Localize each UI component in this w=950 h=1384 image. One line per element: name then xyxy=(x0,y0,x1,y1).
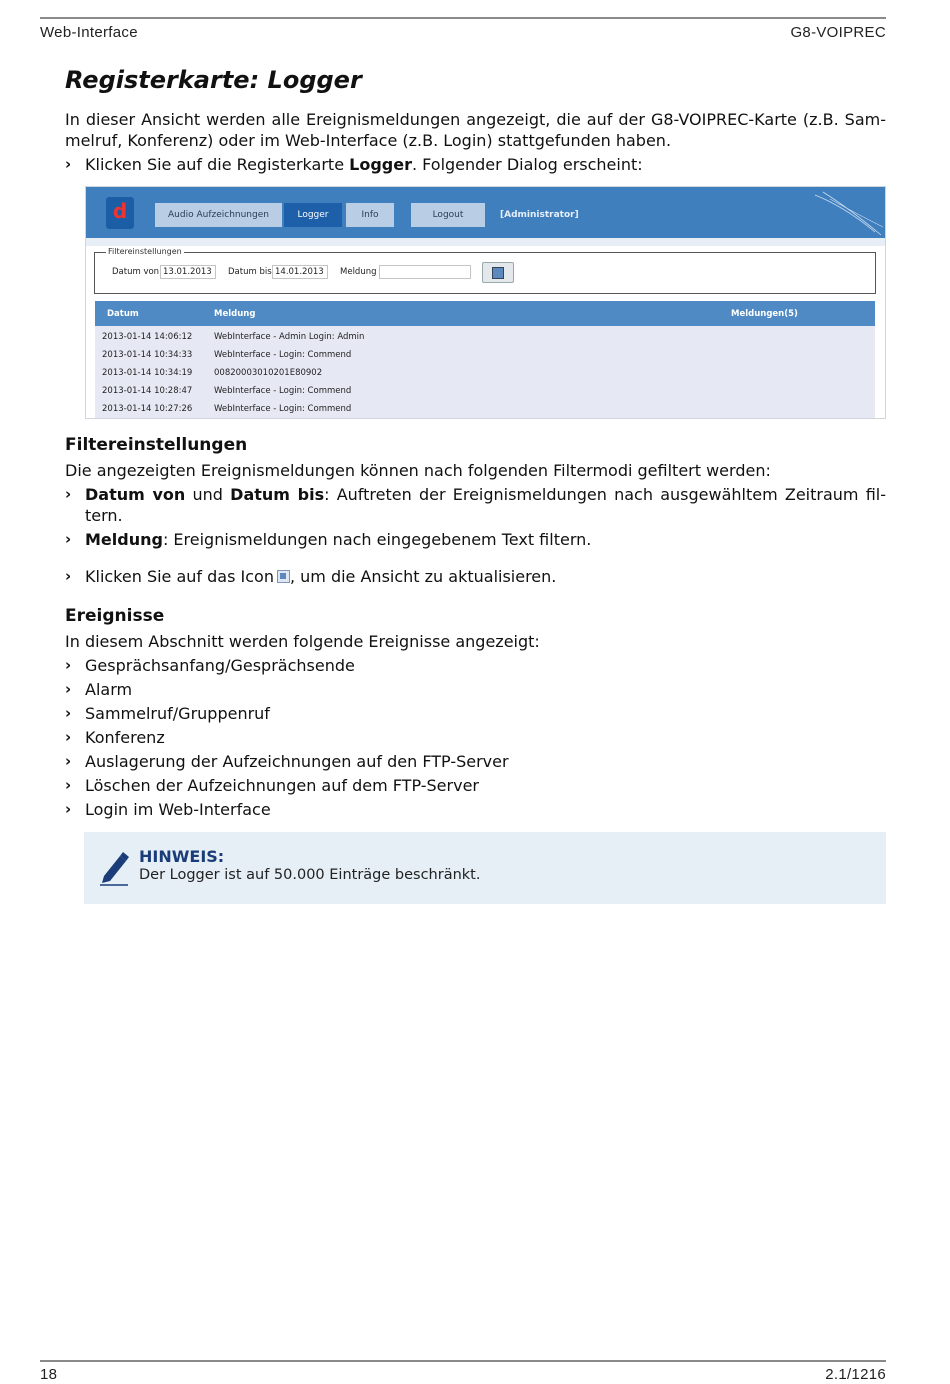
note-box xyxy=(84,832,886,904)
commend-logo-icon: d xyxy=(106,197,134,229)
datum-von-input[interactable]: 13.01.2013 xyxy=(160,265,216,279)
chevron-right-icon: › xyxy=(65,155,72,173)
filter-bullet-meldung: › Meldung: Ereignismeldungen nach eingegebenem Text filtern. xyxy=(65,530,592,549)
table-row[interactable] xyxy=(95,382,875,400)
note-text: Der Logger ist auf 50.000 Einträge beschränkt. xyxy=(139,867,481,883)
chevron-right-icon: › xyxy=(65,800,72,818)
meldung-label: Meldung xyxy=(340,267,377,277)
table-row[interactable] xyxy=(95,346,875,364)
col-count: Meldungen(5) xyxy=(731,309,798,319)
datum-bis-label: Datum bis xyxy=(228,267,272,277)
chevron-right-icon: › xyxy=(65,485,72,503)
col-datum[interactable]: Datum xyxy=(107,309,139,319)
row-meldung: WebInterface - Login: Commend xyxy=(214,350,352,360)
refresh-icon xyxy=(277,570,290,583)
chevron-right-icon: › xyxy=(65,704,72,722)
col-meldung[interactable]: Meldung xyxy=(214,309,256,319)
list-item: › Gesprächsanfang/Gesprächsende xyxy=(65,656,355,675)
refresh-button[interactable] xyxy=(482,262,514,283)
decorative-swoosh-icon xyxy=(805,187,885,238)
chevron-right-icon: › xyxy=(65,680,72,698)
refresh-icon xyxy=(492,267,504,279)
topbar-shadow xyxy=(86,238,885,246)
chevron-right-icon: › xyxy=(65,752,72,770)
filter-legend: Filtereinstellungen xyxy=(108,247,182,256)
tab-info[interactable]: Info xyxy=(346,203,394,227)
page-title: Registerkarte: Logger xyxy=(65,66,362,94)
events-heading: Ereignisse xyxy=(65,606,165,626)
row-datum: 2013-01-14 10:34:33 xyxy=(102,350,193,360)
tab-logout[interactable]: Logout xyxy=(411,203,485,227)
list-item: › Konferenz xyxy=(65,728,165,747)
page-number: 18 xyxy=(40,1366,58,1383)
table-row[interactable] xyxy=(95,400,875,418)
running-header-right: G8-VOIPREC xyxy=(790,24,886,41)
pencil-icon xyxy=(98,850,130,886)
row-meldung: 00820003010201E80902 xyxy=(214,368,323,378)
header-rule xyxy=(40,17,886,19)
filter-section xyxy=(65,435,886,587)
filter-bullet-date: › Datum von und Datum bis: Auftreten der Ereignismeldungen nach ausgewähltem Zeitraum fil-tern. xyxy=(65,485,887,525)
step-refresh: › Klicken Sie auf das Icon , um die Ansicht zu aktualisieren. xyxy=(65,567,557,586)
row-meldung: WebInterface - Login: Commend xyxy=(214,386,352,396)
app-topbar xyxy=(86,187,885,238)
intro-paragraph: In dieser Ansicht werden alle Ereignismeldungen angezeigt, die auf der G8-VOIPREC-Karte (z.B. Sam-melruf, Konferenz) oder im Web-Interface (z.B. Login) stattgefunden haben. xyxy=(65,110,886,150)
chevron-right-icon: › xyxy=(65,530,72,548)
list-item: › Löschen der Aufzeichnungen auf dem FTP-Server xyxy=(65,776,479,795)
table-row[interactable] xyxy=(95,328,875,346)
tab-logger[interactable]: Logger xyxy=(284,203,342,227)
row-datum: 2013-01-14 10:28:47 xyxy=(102,386,193,396)
logger-screenshot xyxy=(85,186,886,419)
chevron-right-icon: › xyxy=(65,776,72,794)
running-header-left: Web-Interface xyxy=(40,24,138,41)
log-table xyxy=(95,301,875,418)
user-role-label: [Administrator] xyxy=(500,210,579,220)
step-open-logger: › Klicken Sie auf die Registerkarte Logger. Folgender Dialog erscheint: xyxy=(65,155,643,174)
datum-bis-input[interactable]: 14.01.2013 xyxy=(272,265,328,279)
chevron-right-icon: › xyxy=(65,656,72,674)
events-section xyxy=(65,606,886,820)
note-title: HINWEIS: xyxy=(139,847,225,866)
events-intro: In diesem Abschnitt werden folgende Ereignisse angezeigt: xyxy=(65,632,540,651)
chevron-right-icon: › xyxy=(65,567,72,585)
filter-heading: Filtereinstellungen xyxy=(65,435,248,455)
meldung-input[interactable] xyxy=(379,265,471,279)
chevron-right-icon: › xyxy=(65,728,72,746)
document-version: 2.1/1216 xyxy=(825,1366,886,1383)
row-datum: 2013-01-14 10:34:19 xyxy=(102,368,193,378)
list-item: › Alarm xyxy=(65,680,133,699)
row-datum: 2013-01-14 14:06:12 xyxy=(102,332,193,342)
row-datum: 2013-01-14 10:27:26 xyxy=(102,404,193,414)
list-item: › Login im Web-Interface xyxy=(65,800,271,819)
filter-intro: Die angezeigten Ereignismeldungen können nach folgenden Filtermodi gefiltert werden: xyxy=(65,461,771,480)
row-meldung: WebInterface - Admin Login: Admin xyxy=(214,332,365,342)
list-item: › Auslagerung der Aufzeichnungen auf den FTP-Server xyxy=(65,752,509,771)
datum-von-label: Datum von xyxy=(112,267,160,277)
tab-audio-aufzeichnungen[interactable]: Audio Aufzeichnungen xyxy=(155,203,282,227)
row-meldung: WebInterface - Login: Commend xyxy=(214,404,352,414)
footer-rule xyxy=(40,1360,886,1362)
intro-block xyxy=(65,109,886,175)
list-item: › Sammelruf/Gruppenruf xyxy=(65,704,270,723)
table-row[interactable] xyxy=(95,364,875,382)
log-table-header xyxy=(95,301,875,326)
